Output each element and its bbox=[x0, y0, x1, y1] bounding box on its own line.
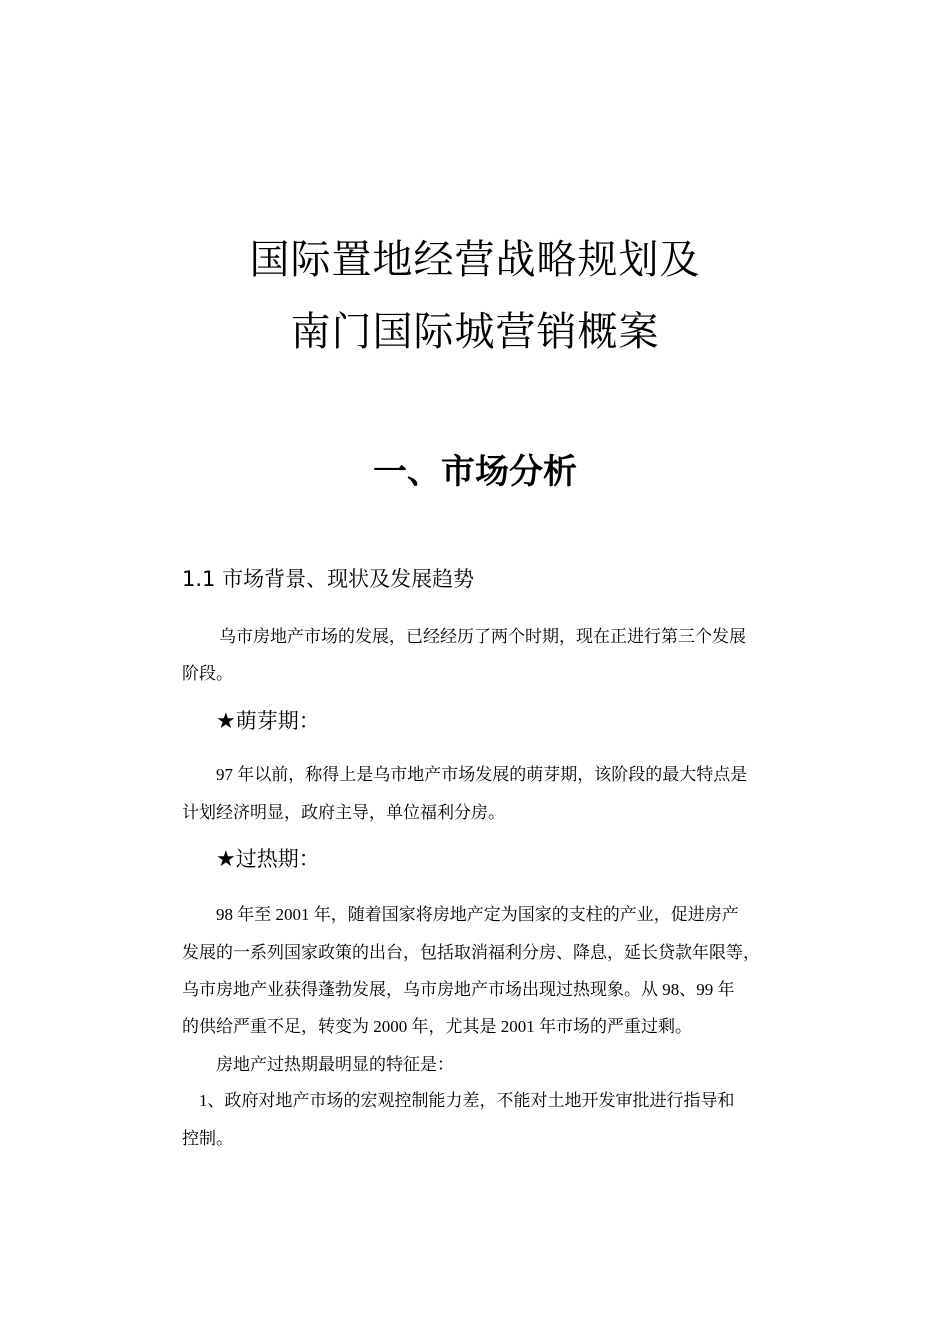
star-icon: ★ bbox=[216, 847, 236, 872]
overheat-paragraph-line-4: 的供给严重不足，转变为 2000 年，尤其是 2001 年市场的严重过剩。 bbox=[182, 1017, 692, 1036]
section-heading: 1.1 市场背景、现状及发展趋势 bbox=[182, 567, 475, 591]
sprout-paragraph-line-2: 计划经济明显，政府主导，单位福利分房。 bbox=[182, 803, 505, 822]
document-title-line-1: 国际置地经营战略规划及 bbox=[249, 237, 701, 283]
intro-paragraph-line-2: 阶段。 bbox=[182, 664, 233, 683]
intro-paragraph-line-1: 乌市房地产市场的发展，已经经历了两个时期，现在正进行第三个发展 bbox=[219, 627, 746, 646]
overheat-period-label: 过热期： bbox=[235, 847, 320, 871]
overheat-paragraph-line-2: 发展的一系列国家政策的出台，包括取消福利分房、降息，延长贷款年限等， bbox=[182, 943, 760, 962]
star-icon: ★ bbox=[216, 709, 236, 734]
sprout-period-label: 萌芽期： bbox=[235, 709, 320, 733]
sprout-paragraph-line-1: 97 年以前，称得上是乌市地产市场发展的萌芽期，该阶段的最大特点是 bbox=[216, 765, 748, 784]
overheat-period-heading bbox=[216, 849, 320, 871]
features-intro-line: 房地产过热期最明显的特征是： bbox=[216, 1055, 454, 1074]
sprout-period-heading bbox=[216, 711, 320, 733]
chapter-heading: 一、市场分析 bbox=[373, 452, 577, 492]
feature-item-1-line-2: 控制。 bbox=[182, 1129, 233, 1148]
overheat-paragraph-line-3: 乌市房地产业获得蓬勃发展，乌市房地产市场出现过热现象。从 98、99 年 bbox=[182, 980, 735, 999]
feature-item-1-line-1: 1、政府对地产市场的宏观控制能力差，不能对土地开发审批进行指导和 bbox=[199, 1091, 735, 1110]
overheat-paragraph-line-1: 98 年至 2001 年，随着国家将房地产定为国家的支柱的产业，促进房产 bbox=[216, 905, 739, 924]
document-title-line-2: 南门国际城营销概案 bbox=[290, 309, 660, 355]
